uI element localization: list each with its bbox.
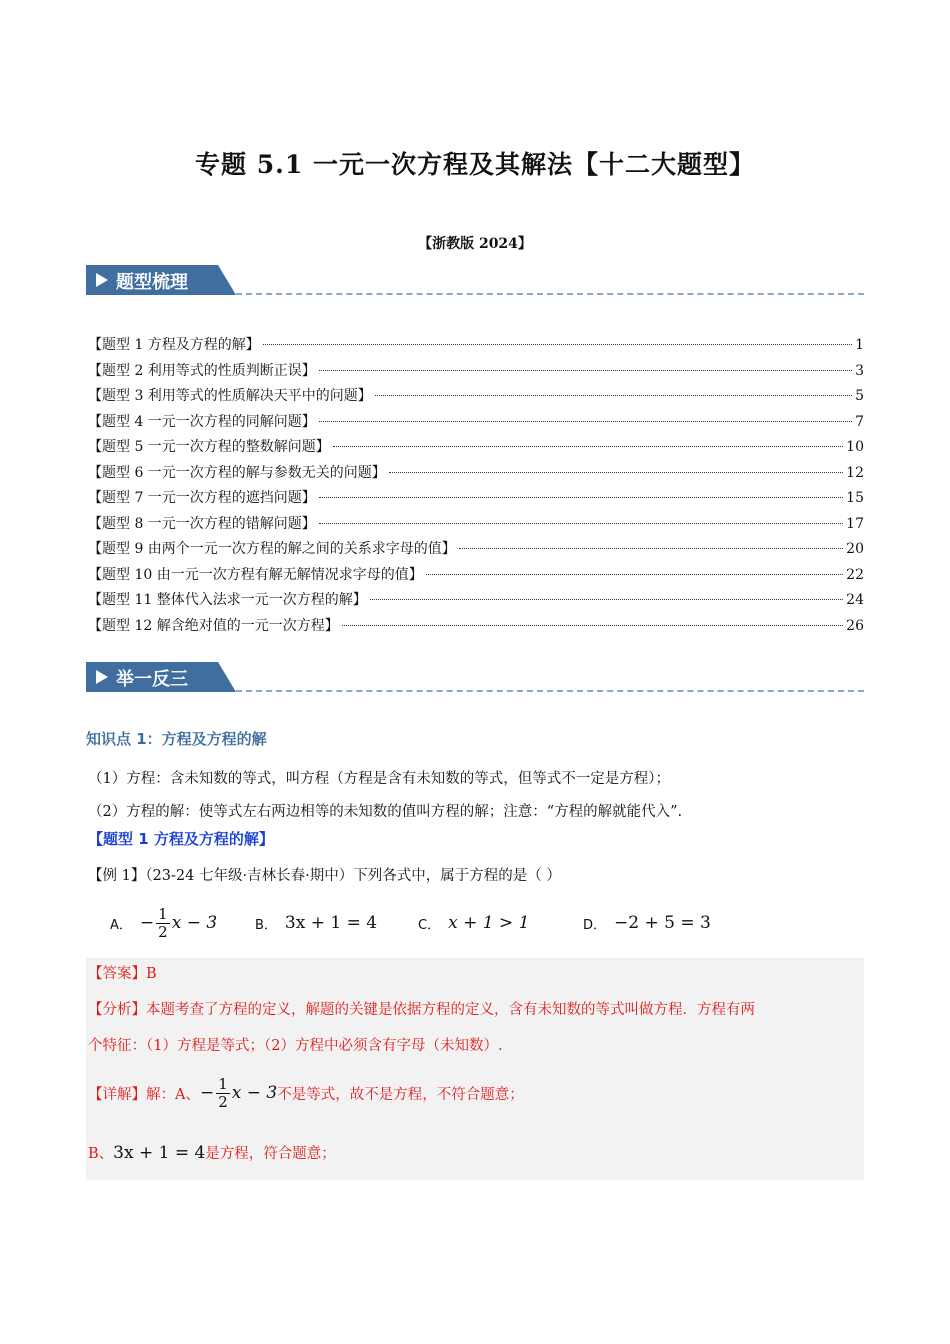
toc-label: 【题型 5 一元一次方程的整数解问题】 (88, 439, 330, 455)
toc-entry[interactable] (88, 486, 864, 512)
detail-expression: x − 3 (231, 1083, 278, 1103)
answer-box (86, 958, 864, 1180)
toc-label: 【题型 11 整体代入法求一元一次方程的解】 (88, 592, 367, 608)
detail-expression: 3x + 1 = 4 (113, 1142, 206, 1163)
toc-page: 7 (855, 413, 864, 430)
detail-text: 不是等式，故不是方程，不符合题意； (277, 1086, 524, 1103)
toc-leader (319, 497, 843, 498)
toc-page: 3 (855, 362, 864, 379)
option-d (583, 900, 711, 946)
toc-entry[interactable] (88, 410, 864, 436)
toc-entry[interactable] (88, 614, 864, 640)
banner-overview (86, 265, 864, 295)
toc-leader (370, 599, 843, 600)
toc-leader (263, 344, 852, 345)
toc-label: 【题型 7 一元一次方程的遮挡问题】 (88, 490, 316, 506)
play-triangle-icon (96, 670, 108, 684)
toc-entry[interactable] (88, 359, 864, 385)
toc-entry[interactable] (88, 588, 864, 614)
detail-prefix: B、 (88, 1146, 114, 1162)
analysis-line-2: 个特征：（1）方程是等式；（2）方程中必须含有字母（未知数）. (88, 1038, 503, 1054)
toc-leader (459, 548, 843, 549)
toc-label: 【题型 12 解含绝对值的一元一次方程】 (88, 617, 339, 634)
toc-page: 12 (846, 464, 864, 481)
toc-entry[interactable] (88, 563, 864, 589)
detail-line-a (88, 1070, 524, 1116)
option-expression: −2 + 5 = 3 (614, 913, 711, 933)
toc-label: 【题型 1 方程及方程的解】 (88, 337, 260, 353)
example-question: 【例 1】（23-24 七年级·吉林长春·期中）下列各式中，属于方程的是（ ） (88, 868, 561, 884)
fraction-numerator: 1 (218, 1074, 228, 1093)
knowledge-heading: 知识点 1：方程及方程的解 (86, 730, 267, 748)
toc-page: 15 (846, 490, 864, 506)
page-title: 专题 5.1 一元一次方程及其解法【十二大题型】 (195, 150, 755, 179)
option-c (418, 900, 529, 946)
toc-label: 【题型 3 利用等式的性质解决天平中的问题】 (88, 388, 372, 404)
toc-entry[interactable] (88, 333, 864, 359)
fraction (156, 906, 170, 941)
toc-leader (342, 625, 843, 626)
toc-page: 22 (846, 566, 864, 583)
banner-practice (86, 662, 864, 692)
option-label: C． (418, 917, 441, 933)
detail-prefix: 解：A、 (146, 1086, 200, 1103)
option-expression: x + 1 > 1 (448, 913, 530, 933)
fraction-numerator: 1 (158, 904, 168, 923)
analysis-text: 本题考查了方程的定义，解题的关键是依据方程的定义，含有未知数的等式叫做方程．方程有两 (146, 1002, 755, 1018)
option-a (110, 900, 217, 946)
toc-label: 【题型 9 由两个一元一次方程的解之间的关系求字母的值】 (88, 541, 456, 557)
toc-entry[interactable] (88, 435, 864, 461)
detail-text: 是方程，符合题意； (205, 1146, 336, 1162)
toc-leader (389, 472, 843, 473)
toc-label: 【题型 2 利用等式的性质判断正误】 (88, 362, 316, 379)
toc-label: 【题型 4 一元一次方程的同解问题】 (88, 413, 316, 430)
toc-entry[interactable] (88, 537, 864, 563)
option-expression: x − 3 (171, 913, 218, 933)
edition-subtitle: 【浙教版 2024】 (418, 236, 532, 252)
toc-page: 20 (846, 541, 864, 557)
option-label: A． (110, 917, 132, 933)
toc-label: 【题型 6 一元一次方程的解与参数无关的问题】 (88, 464, 386, 481)
toc-leader (375, 395, 852, 396)
toc-page: 26 (846, 617, 864, 634)
minus-sign: − (199, 1083, 215, 1103)
toc-label: 【题型 8 一元一次方程的错解问题】 (88, 515, 316, 532)
toc-page: 5 (855, 388, 864, 404)
banner-label: 题型梳理 (116, 272, 188, 293)
knowledge-point-1: （1）方程：含未知数的等式，叫方程（方程是含有未知数的等式，但等式不一定是方程）； (88, 771, 670, 787)
play-triangle-icon (96, 273, 108, 287)
option-label: B． (255, 917, 277, 933)
answer-tag: 【答案】 (88, 966, 146, 982)
answer-line (88, 962, 157, 983)
dashed-divider (236, 293, 864, 295)
option-b (255, 900, 377, 946)
minus-sign: − (139, 913, 155, 933)
toc-leader (333, 446, 843, 447)
answer-value: B (146, 966, 157, 982)
detail-line-b (88, 1142, 336, 1163)
fraction (216, 1076, 230, 1111)
toc-entry[interactable] (88, 461, 864, 487)
analysis-tag: 【分析】 (88, 1002, 146, 1018)
toc-leader (319, 523, 843, 524)
fraction-denominator: 2 (218, 1092, 228, 1111)
toc-leader (319, 421, 852, 422)
toc-leader (426, 574, 843, 575)
option-label: D． (583, 917, 607, 933)
fraction-denominator: 2 (158, 922, 168, 941)
table-of-contents (88, 333, 864, 639)
toc-leader (319, 370, 852, 371)
option-expression: 3x + 1 = 4 (284, 913, 378, 933)
type-heading: 【题型 1 方程及方程的解】 (88, 830, 274, 848)
toc-page: 10 (846, 439, 864, 455)
toc-page: 17 (846, 515, 864, 532)
toc-page: 1 (855, 337, 864, 353)
knowledge-point-2: （2）方程的解：使等式左右两边相等的未知数的值叫方程的解；注意：“方程的解就能代入”. (88, 804, 683, 820)
toc-entry[interactable] (88, 512, 864, 538)
dashed-divider (236, 690, 864, 692)
detail-tag: 【详解】 (88, 1086, 146, 1103)
toc-label: 【题型 10 由一元一次方程有解无解情况求字母的值】 (88, 566, 423, 583)
toc-entry[interactable] (88, 384, 864, 410)
toc-page: 24 (846, 592, 864, 608)
analysis-line (88, 998, 755, 1019)
banner-label: 举一反三 (116, 669, 188, 690)
